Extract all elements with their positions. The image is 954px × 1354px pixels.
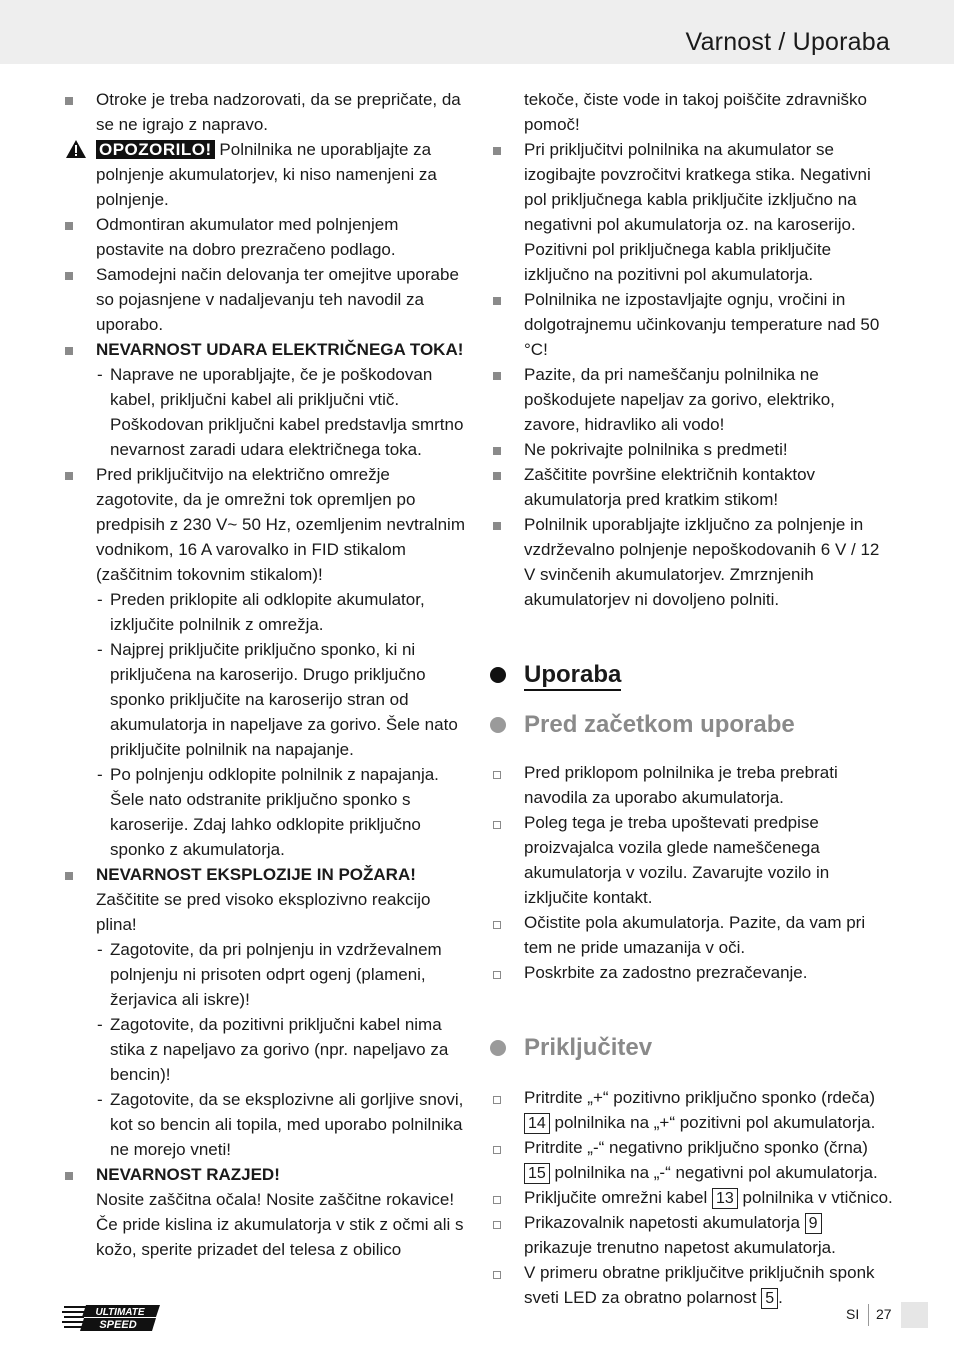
square-bullet-icon bbox=[493, 372, 501, 380]
list-item: Samodejni način delovanja ter omejitve uporabe so pojasnjene v nadaljevanju teh navodil za uporabo. bbox=[62, 262, 466, 337]
page-header bbox=[0, 0, 954, 64]
square-bullet-icon bbox=[493, 147, 501, 155]
section-dot-icon bbox=[490, 1040, 506, 1056]
section-dot-icon bbox=[490, 717, 506, 733]
footer-divider bbox=[868, 1304, 869, 1326]
section-heading-connection: Priključitev bbox=[490, 1033, 894, 1063]
part-number: 14 bbox=[524, 1113, 550, 1134]
svg-text:SPEED: SPEED bbox=[99, 1319, 137, 1331]
checkbox-bullet-icon bbox=[493, 921, 501, 929]
square-bullet-icon bbox=[493, 447, 501, 455]
page-number: 27 bbox=[876, 1306, 892, 1322]
list-item: Otroke je treba nadzorovati, da se prepričate, da se ne igrajo z napravo. bbox=[62, 87, 466, 137]
part-number: 9 bbox=[805, 1213, 822, 1234]
right-column bbox=[490, 87, 894, 1310]
checkbox-bullet-icon bbox=[493, 1146, 501, 1154]
step-item: Poleg tega je treba upoštevati predpise proizvajalca vozila glede nameščenega akumulatorja v vozilu. Zavarujte vozilo in izključite kontakt. bbox=[490, 810, 894, 910]
square-bullet-icon bbox=[65, 1172, 73, 1180]
left-column bbox=[62, 87, 466, 1262]
list-item: Odmontiran akumulator med polnjenjem postavite na dobro prezračeno podlago. bbox=[62, 212, 466, 262]
square-bullet-icon bbox=[65, 97, 73, 105]
warning-triangle-icon bbox=[65, 139, 87, 159]
part-number: 5 bbox=[761, 1288, 778, 1309]
ultimate-speed-logo bbox=[62, 1303, 162, 1333]
warning-label: OPOZORILO! bbox=[96, 140, 215, 159]
checkbox-bullet-icon bbox=[493, 1196, 501, 1204]
danger-heading-corrosion: NEVARNOST RAZJED! bbox=[62, 1162, 466, 1187]
list-item: Pazite, da pri nameščanju polnilnika ne poškodujete napeljav za gorivo, elektriko, zavore, hidravliko ali vodo! bbox=[490, 362, 894, 437]
list-item: Polnilnik uporabljajte izključno za polnjenje in vzdrževalno polnjenje nepoškodovanih 6 V / 12 V svinčenih akumulatorjev. Zmrznjenih akumulatorjev ni dovoljeno polniti. bbox=[490, 512, 894, 612]
step-item: Pritrdite „-“ negativno priključno sponko (črna) 15 polnilnika na „-“ negativni pol akumulatorja. bbox=[490, 1135, 894, 1185]
section-dot-icon bbox=[490, 667, 506, 683]
step-item: Pritrdite „+“ pozitivno priključno sponko (rdeča) 14 polnilnika na „+“ pozitivni pol akumulatorja. bbox=[490, 1085, 894, 1135]
part-number: 15 bbox=[524, 1163, 550, 1184]
svg-text:ULTIMATE: ULTIMATE bbox=[95, 1307, 145, 1318]
sub-item: - Zagotovite, da se eksplozivne ali gorljive snovi, kot so bencin ali topila, med uporabo polnilnika ne morejo vneti! bbox=[62, 1087, 466, 1162]
explosion-text: Zaščitite se pred visoko eksplozivno reakcijo plina! bbox=[96, 890, 431, 934]
list-item: Pri priključitvi polnilnika na akumulator se izogibajte povzročitvi kratkega stika. Negativni pol priključnega kabla priključite izključno na negativni pol akumulatorja oz. na karoserijo. Pozitivni pol priključnega kabla priključite izključno na pozitivni pol akumulatorja. bbox=[490, 137, 894, 287]
page-tab-marker bbox=[901, 1302, 928, 1328]
checkbox-bullet-icon bbox=[493, 821, 501, 829]
checkbox-bullet-icon bbox=[493, 1221, 501, 1229]
checkbox-bullet-icon bbox=[493, 771, 501, 779]
checkbox-bullet-icon bbox=[493, 1096, 501, 1104]
list-item: Ne pokrivajte polnilnika s predmeti! bbox=[490, 437, 894, 462]
danger-heading-explosion: NEVARNOST EKSPLOZIJE IN POŽARA! bbox=[62, 862, 466, 887]
page-title: Varnost / Uporaba bbox=[685, 28, 890, 56]
section-heading-before-use: Pred začetkom uporabe bbox=[490, 710, 894, 740]
step-item: Očistite pola akumulatorja. Pazite, da vam pri tem ne pride umazanija v oči. bbox=[490, 910, 894, 960]
warning-item: OPOZORILO! Polnilnika ne uporabljajte za polnjenje akumulatorjev, ki niso namenjeni za polnjenje. bbox=[62, 137, 466, 212]
square-bullet-icon bbox=[493, 522, 501, 530]
sub-item: - Preden priklopite ali odklopite akumulator, izključite polnilnik z omrežja. bbox=[62, 587, 466, 637]
square-bullet-icon bbox=[65, 272, 73, 280]
sub-item: - Zagotovite, da pozitivni priključni kabel nima stika z napeljavo za gorivo (npr. napeljavo za bencin)! bbox=[62, 1012, 466, 1087]
continued-text: tekoče, čiste vode in takoj poiščite zdravniško pomoč! bbox=[524, 90, 868, 134]
square-bullet-icon bbox=[493, 297, 501, 305]
step-item: Priključite omrežni kabel 13 polnilnika v vtičnico. bbox=[490, 1185, 894, 1210]
checkbox-bullet-icon bbox=[493, 1271, 501, 1279]
square-bullet-icon bbox=[65, 222, 73, 230]
list-item: Zaščitite površine električnih kontaktov akumulatorja pred kratkim stikom! bbox=[490, 462, 894, 512]
step-item: Prikazovalnik napetosti akumulatorja 9 prikazuje trenutno napetost akumulatorja. bbox=[490, 1210, 894, 1260]
step-item: Pred priklopom polnilnika je treba prebrati navodila za uporabo akumulatorja. bbox=[490, 760, 894, 810]
list-item: Pred priključitvijo na električno omrežje zagotovite, da je omrežni tok opremljen po predpisih z 230 V~ 50 Hz, ozemljenim nevtralnim vodnikom, 16 A varovalko in FID stikalom (zaščitnim tokovnim stikalom)! bbox=[62, 462, 466, 587]
checkbox-bullet-icon bbox=[493, 971, 501, 979]
list-item: Polnilnika ne izpostavljajte ognju, vročini in dolgotrajnemu učinkovanju temperature nad 50 °C! bbox=[490, 287, 894, 362]
sub-item: - Po polnjenju odklopite polnilnik z napajanja. Šele nato odstranite priključno sponko s karoserije. Zdaj lahko odklopite priključno sponko z akumulatorja. bbox=[62, 762, 466, 862]
step-item: V primeru obratne priključitve priključnih sponk sveti LED za obratno polarnost 5 . bbox=[490, 1260, 894, 1310]
step-item: Poskrbite za zadostno prezračevanje. bbox=[490, 960, 894, 985]
sub-item: - Zagotovite, da pri polnjenju in vzdrževalnem polnjenju ni prisoten odprt ogenj (plameni, žerjavica ali iskre)! bbox=[62, 937, 466, 1012]
sub-item: - Najprej priključite priključno sponko, ki ni priključena na karoserijo. Drugo priključno sponko priključite na karoserijo stran od akumulatorja in napeljave za gorivo. Šele nato priključite polnilnik na napajanje. bbox=[62, 637, 466, 762]
sub-item: - Naprave ne uporabljajte, če je poškodovan kabel, priključni kabel ali priključni vtič. Poškodovan priključni kabel predstavlja smrtno nevarnost zaradi udara električnega toka. bbox=[62, 362, 466, 462]
danger-heading-shock: NEVARNOST UDARA ELEKTRIČNEGA TOKA! bbox=[62, 337, 466, 362]
section-heading-use: Uporaba bbox=[490, 660, 894, 690]
part-number: 13 bbox=[712, 1188, 738, 1209]
square-bullet-icon bbox=[65, 347, 73, 355]
square-bullet-icon bbox=[493, 472, 501, 480]
square-bullet-icon bbox=[65, 872, 73, 880]
corrosion-text: Nosite zaščitna očala! Nosite zaščitne rokavice! Če pride kislina iz akumulatorja v stik z očmi ali s kožo, sperite prizadet del telesa z obilico bbox=[96, 1190, 464, 1259]
square-bullet-icon bbox=[65, 472, 73, 480]
language-code: SI bbox=[846, 1306, 860, 1322]
